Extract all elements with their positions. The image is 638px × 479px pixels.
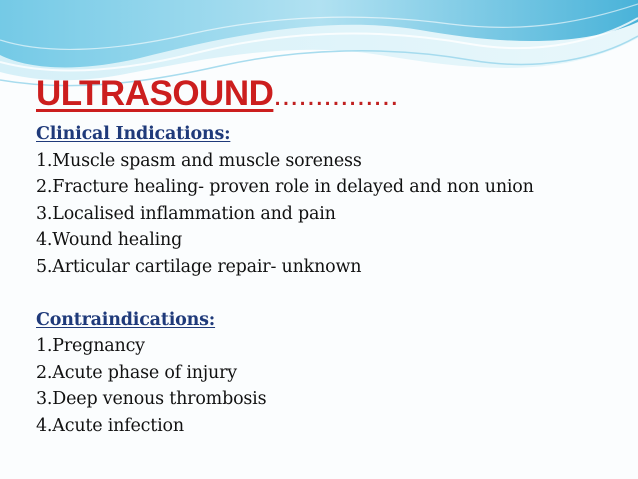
list-item: 4.Acute infection (36, 415, 184, 436)
section-spacer (36, 280, 626, 307)
list-item: 3.Localised inflammation and pain (36, 203, 336, 224)
list-item: 1.Pregnancy (36, 336, 145, 356)
title-text: ULTRASOUND (36, 74, 274, 113)
title-dots: ............... (273, 79, 399, 112)
list-item: 5.Articular cartilage repair- unknown (36, 256, 362, 277)
list-item: 1.Muscle spasm and muscle soreness (36, 150, 362, 171)
list-item: 4.Wound healing (36, 230, 183, 250)
slide-title (36, 74, 398, 114)
list-item: 2.Fracture healing- proven role in delayed and non union (36, 177, 534, 197)
slide-body (36, 121, 626, 439)
list-item: 3.Deep venous thrombosis (36, 389, 267, 409)
section-heading-contraindications: Contraindications: (36, 309, 216, 330)
section-heading-clinical-indications: Clinical Indications: (36, 124, 231, 144)
list-item: 2.Acute phase of injury (36, 362, 237, 383)
